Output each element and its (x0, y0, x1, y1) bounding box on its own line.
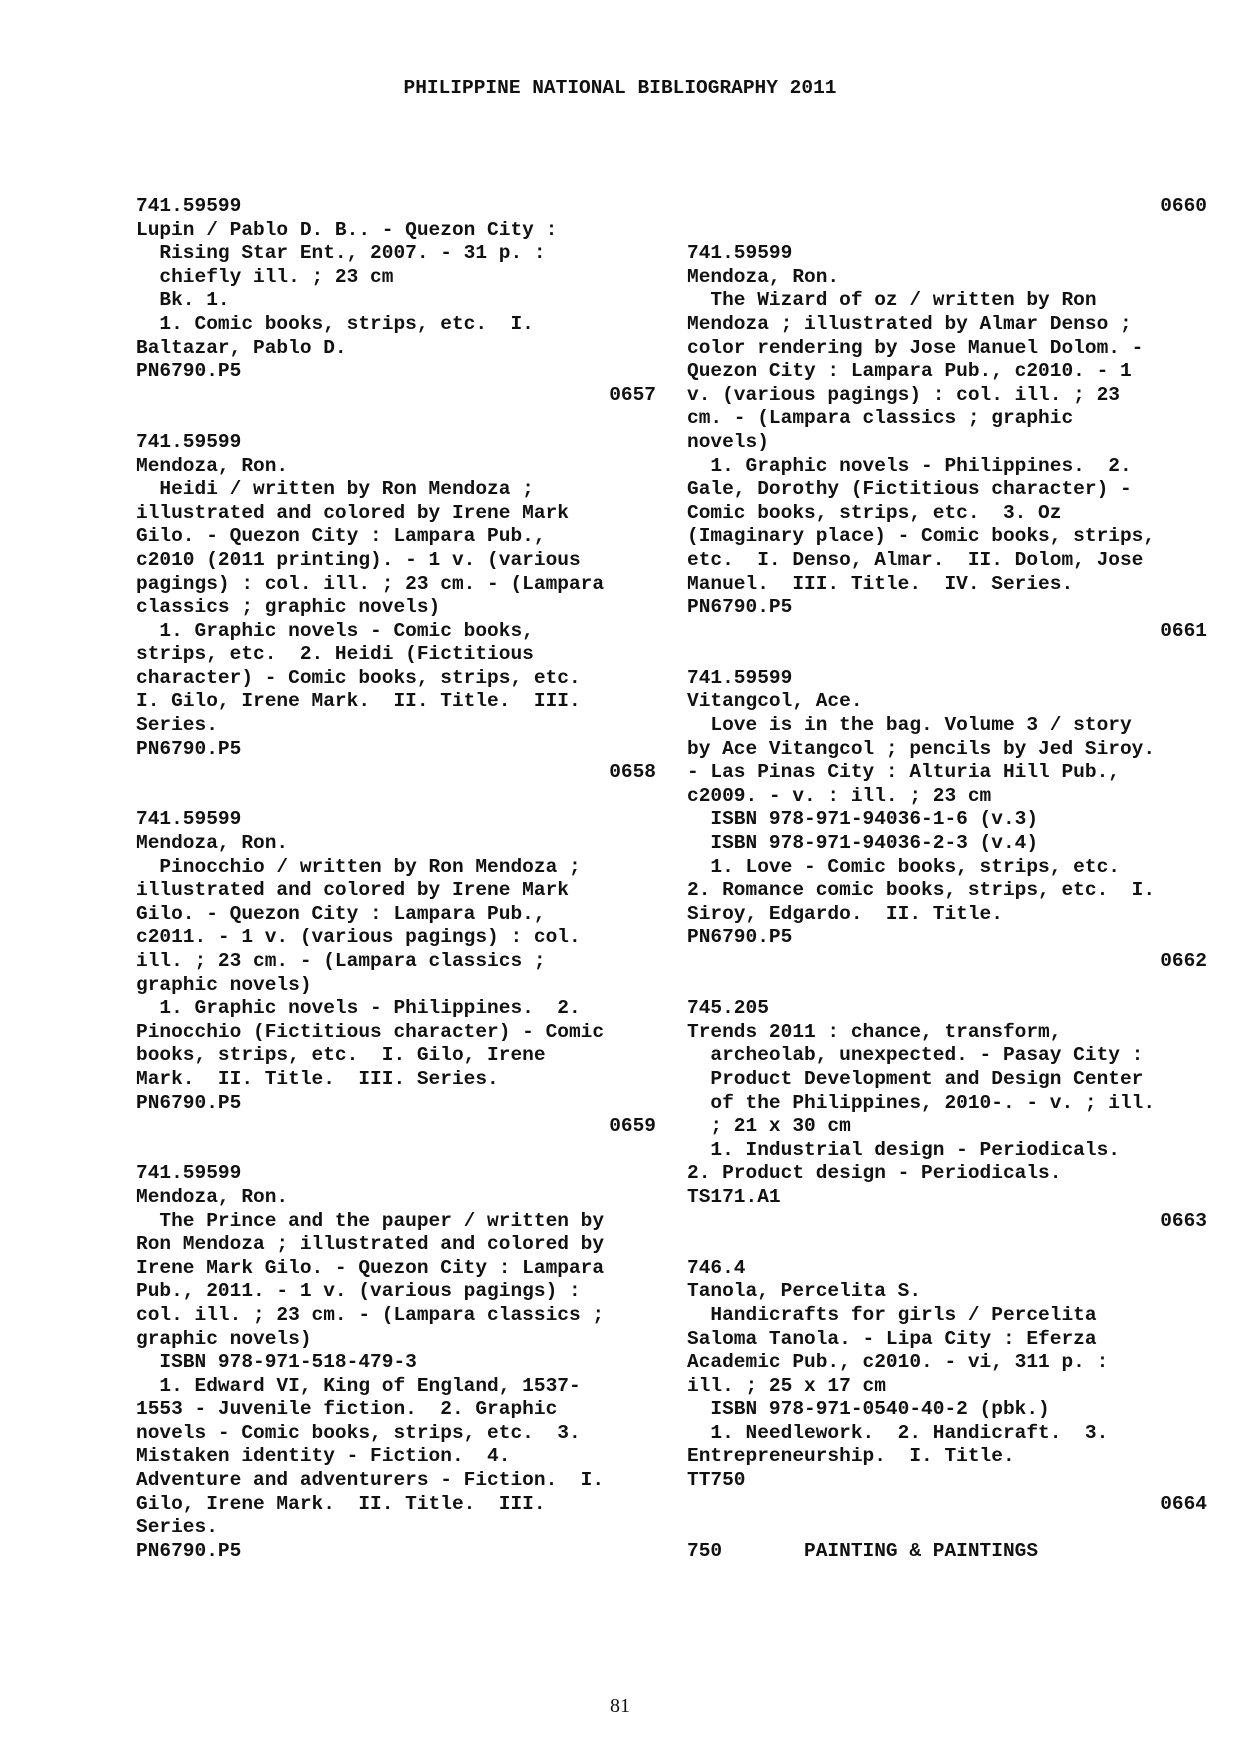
entry-line: illustrated and colored by Irene Mark (136, 501, 569, 524)
entry-number: 0658 (609, 761, 656, 784)
entry-line: Pinocchio / written by Ron Mendoza ; (136, 855, 581, 878)
entry-number: 0663 (1160, 1209, 1207, 1232)
entry-line: I. Gilo, Irene Mark. II. Title. III. (136, 690, 581, 713)
entry-line: Tanola, Percelita S. (687, 1280, 922, 1303)
entry-line: 1. Love - Comic books, strips, etc. (687, 855, 1120, 878)
entry-line: cm. - (Lampara classics ; graphic (687, 407, 1074, 430)
entry-line: pagings) : col. ill. ; 23 cm. - (Lampara (136, 572, 605, 595)
entry-line: Siroy, Edgardo. II. Title. (687, 902, 1003, 925)
entry-line: character) - Comic books, strips, etc. (136, 666, 581, 689)
entry-number: 0659 (609, 1115, 656, 1138)
entry-line: Entrepreneurship. I. Title. (687, 1445, 1015, 1468)
classification-number: 741.59599 (687, 242, 793, 265)
entry-line: v. (various pagings) : col. ill. ; 23 (687, 383, 1120, 406)
entry-line: ISBN 978-971-518-479-3 (136, 1351, 417, 1374)
entry-line: PN6790.P5 (687, 926, 793, 949)
classification-number: 741.59599 (687, 666, 793, 689)
entry-line: etc. I. Denso, Almar. II. Dolom, Jose (687, 548, 1144, 571)
entry-line: Academic Pub., c2010. - vi, 311 p. : (687, 1351, 1109, 1374)
entry-number: 0664 (1160, 1492, 1207, 1515)
classification-number: 750 PAINTING & PAINTINGS (687, 1539, 1039, 1562)
blank-line (687, 974, 1207, 998)
entry-line: novels - Comic books, strips, etc. 3. (136, 1421, 581, 1444)
classification-number: 741.59599 (136, 430, 242, 453)
entry-line: 1. Graphic novels - Comic books, (136, 619, 534, 642)
entry-number: 0661 (1160, 619, 1207, 642)
entry-line: 1. Edward VI, King of England, 1537- (136, 1374, 581, 1397)
entry-line: strips, etc. 2. Heidi (Fictitious (136, 643, 534, 666)
entry-line: c2010 (2011 printing). - 1 v. (various (136, 548, 581, 571)
entry-line: books, strips, etc. I. Gilo, Irene (136, 1044, 546, 1067)
entry-line: Mendoza, Ron. (687, 265, 840, 288)
entry-line: illustrated and colored by Irene Mark (136, 879, 569, 902)
entry-line: Irene Mark Gilo. - Quezon City : Lampara (136, 1256, 605, 1279)
entry-line: Love is in the bag. Volume 3 / story (687, 714, 1132, 737)
entry-line: Trends 2011 : chance, transform, (687, 1020, 1062, 1043)
entry-number: 0662 (1160, 950, 1207, 972)
entry-line: The Wizard of oz / written by Ron (687, 289, 1097, 312)
entry-line: PN6790.P5 (136, 1091, 242, 1114)
entry-line: c2011. - 1 v. (various pagings) : col. (136, 926, 581, 949)
entry-line: Comic books, strips, etc. 3. Oz (687, 501, 1062, 524)
right-column (687, 195, 1207, 1563)
classification-number: 746.4 (687, 1256, 746, 1279)
entry-line: ill. ; 23 cm. - (Lampara classics ; (136, 950, 546, 972)
entry-line: ill. ; 25 x 17 cm (687, 1374, 886, 1397)
entry-line: novels) (687, 430, 769, 453)
entry-line: 1553 - Juvenile fiction. 2. Graphic (136, 1398, 558, 1421)
blank-line (687, 1516, 1207, 1540)
entry-line: Series. (136, 714, 218, 737)
classification-number: 745.205 (687, 997, 769, 1020)
entry-line: TT750 (687, 1469, 746, 1492)
entry-line: - Las Pinas City : Alturia Hill Pub., (687, 761, 1120, 784)
entry-number: 0660 (1160, 195, 1207, 217)
entry-line: The Prince and the pauper / written by (136, 1209, 605, 1232)
entry-line: PN6790.P5 (136, 360, 242, 383)
page-number: 81 (610, 1695, 630, 1717)
entry-line: color rendering by Jose Manuel Dolom. - (687, 336, 1144, 359)
entry-line: (Imaginary place) - Comic books, strips, (687, 525, 1156, 548)
entry-line: Product Development and Design Center (687, 1067, 1144, 1090)
entry-line: Mistaken identity - Fiction. 4. (136, 1445, 511, 1468)
entry-line: graphic novels) (136, 973, 312, 996)
entry-line: Lupin / Pablo D. B.. - Quezon City : (136, 218, 558, 241)
entry-line: Manuel. III. Title. IV. Series. (687, 572, 1074, 595)
blank-line (136, 1139, 656, 1163)
entry-line: chiefly ill. ; 23 cm (136, 265, 394, 288)
entry-line: Heidi / written by Ron Mendoza ; (136, 478, 534, 501)
entry-line: Vitangcol, Ace. (687, 690, 863, 713)
classification-number: 741.59599 (136, 808, 242, 831)
entry-line: ISBN 978-971-94036-2-3 (v.4) (687, 832, 1039, 855)
blank-line (136, 785, 656, 809)
entry-line: archeolab, unexpected. - Pasay City : (687, 1044, 1144, 1067)
blank-line (687, 1233, 1207, 1257)
entry-line: PN6790.P5 (136, 737, 242, 760)
entry-line: graphic novels) (136, 1327, 312, 1350)
entry-line: Pinocchio (Fictitious character) - Comic (136, 1020, 605, 1043)
entry-line: Saloma Tanola. - Lipa City : Eferza (687, 1327, 1097, 1350)
entry-line: PN6790.P5 (136, 1539, 242, 1562)
entry-line: Mark. II. Title. III. Series. (136, 1067, 499, 1090)
entry-line: Bk. 1. (136, 289, 230, 312)
entry-line: 1. Comic books, strips, etc. I. (136, 312, 534, 335)
entry-line: Gale, Dorothy (Fictitious character) - (687, 478, 1132, 501)
entry-line: ISBN 978-971-94036-1-6 (v.3) (687, 808, 1039, 831)
entry-line: 1. Needlework. 2. Handicraft. 3. (687, 1421, 1109, 1444)
entry-line: Adventure and adventurers - Fiction. I. (136, 1469, 605, 1492)
left-column (136, 195, 656, 1563)
entry-line: 1. Graphic novels - Philippines. 2. (687, 454, 1132, 477)
entry-line: Gilo. - Quezon City : Lampara Pub., (136, 902, 546, 925)
entry-line: Ron Mendoza ; illustrated and colored by (136, 1233, 605, 1256)
entry-line: Gilo. - Quezon City : Lampara Pub., (136, 525, 546, 548)
entry-line: Quezon City : Lampara Pub., c2010. - 1 (687, 360, 1132, 383)
classification-number: 741.59599 (136, 195, 242, 217)
entry-line: Mendoza, Ron. (136, 454, 289, 477)
entry-line: 2. Product design - Periodicals. (687, 1162, 1062, 1185)
entry-number: 0657 (609, 383, 656, 406)
entry-line: Series. (136, 1516, 218, 1539)
entry-line: 1. Industrial design - Periodicals. (687, 1138, 1120, 1161)
blank-line (687, 643, 1207, 667)
entry-line: PN6790.P5 (687, 596, 793, 619)
entry-line: Mendoza, Ron. (136, 1185, 289, 1208)
entry-line: Mendoza, Ron. (136, 832, 289, 855)
entry-line: Gilo, Irene Mark. II. Title. III. (136, 1492, 546, 1515)
classification-number: 741.59599 (136, 1162, 242, 1185)
entry-line: Pub., 2011. - 1 v. (various pagings) : (136, 1280, 581, 1303)
page-header: PHILIPPINE NATIONAL BIBLIOGRAPHY 2011 (403, 77, 837, 99)
entry-line: TS171.A1 (687, 1185, 781, 1208)
entry-line: ; 21 x 30 cm (687, 1115, 851, 1138)
entry-line: classics ; graphic novels) (136, 596, 441, 619)
blank-line (687, 219, 1207, 243)
blank-line (136, 407, 656, 431)
entry-line: Mendoza ; illustrated by Almar Denso ; (687, 312, 1132, 335)
entry-line: of the Philippines, 2010-. - v. ; ill. (687, 1091, 1156, 1114)
entry-line: Handicrafts for girls / Percelita (687, 1303, 1097, 1326)
entry-line: c2009. - v. : ill. ; 23 cm (687, 784, 992, 807)
entry-line: 1. Graphic novels - Philippines. 2. (136, 997, 581, 1020)
entry-line: Baltazar, Pablo D. (136, 336, 347, 359)
entry-line: by Ace Vitangcol ; pencils by Jed Siroy. (687, 737, 1156, 760)
entry-line: ISBN 978-971-0540-40-2 (pbk.) (687, 1398, 1050, 1421)
entry-line: 2. Romance comic books, strips, etc. I. (687, 879, 1156, 902)
entry-line: col. ill. ; 23 cm. - (Lampara classics ; (136, 1303, 605, 1326)
entry-line: Rising Star Ent., 2007. - 31 p. : (136, 242, 546, 265)
